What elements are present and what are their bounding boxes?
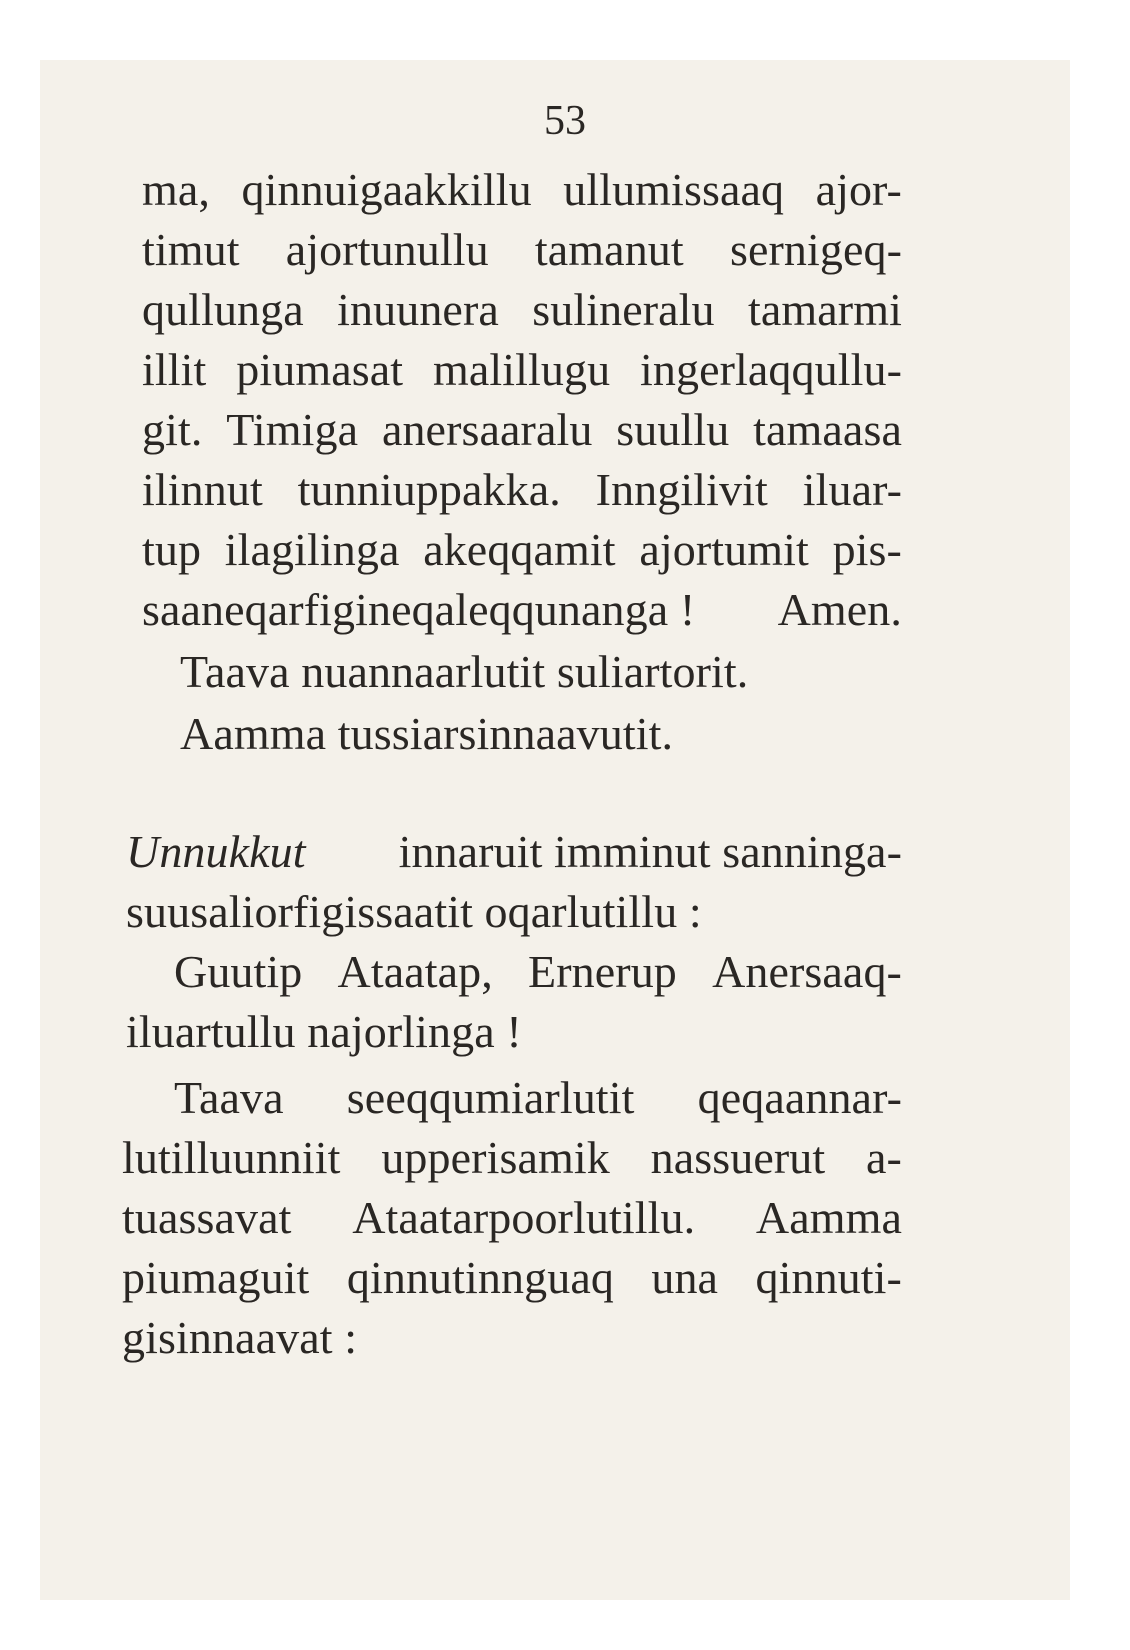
paragraph1-line-1: ma, qinnuigaakkillu ullumissaaq ajor- bbox=[142, 164, 902, 215]
paragraph3-line-1: Taava seeqqumiarlutit qeqaannar- bbox=[174, 1072, 902, 1123]
paragraph1-line-2: timut ajortunullu tamanut sernigeq- bbox=[142, 224, 902, 275]
verse-line-1: Taava nuannaarlutit suliartorit. bbox=[180, 646, 749, 697]
paragraph1-line-3: qullunga inuunera sulineralu tamarmi bbox=[142, 284, 902, 335]
paragraph1-line-4: illit piumasat malillugu ingerlaqqullu- bbox=[142, 344, 902, 395]
paragraph3-line-4: piumaguit qinnutinnguaq una qinnuti- bbox=[122, 1252, 902, 1303]
paragraph1-line-6: ilinnut tunniuppakka. Inngilivit iluar- bbox=[142, 464, 902, 515]
paragraph3-line-5: gisinnaavat : bbox=[122, 1312, 358, 1363]
paragraph2-line-1: Unnukkut innaruit imminut sanninga- bbox=[126, 822, 902, 882]
prayer-line-2: iluartullu najorlinga ! bbox=[126, 1006, 522, 1057]
paragraph3-line-3: tuassavat Ataatarpoorlutillu. Aamma bbox=[122, 1192, 902, 1243]
italic-word: Unnukkut bbox=[126, 826, 306, 877]
prayer-line-1: Guutip Ataatap, Ernerup Anersaaq- bbox=[174, 946, 902, 997]
paragraph1-line-5: git. Timiga anersaaralu suullu tamaasa bbox=[142, 404, 902, 455]
paragraph1-line-7: tup ilagilinga akeqqamit ajortumit pis- bbox=[142, 524, 902, 575]
page-number: 53 bbox=[544, 98, 586, 144]
paragraph1-line-8: saaneqarfigineqaleqqunanga ! Amen. bbox=[142, 584, 902, 635]
verse-line-2: Aamma tussiarsinnaavutit. bbox=[180, 708, 674, 759]
paragraph3-line-2: lutilluunniit upperisamik nassuerut a- bbox=[122, 1132, 902, 1183]
paragraph2-line-2: suusaliorfigissaatit oqarlutillu : bbox=[126, 886, 702, 937]
